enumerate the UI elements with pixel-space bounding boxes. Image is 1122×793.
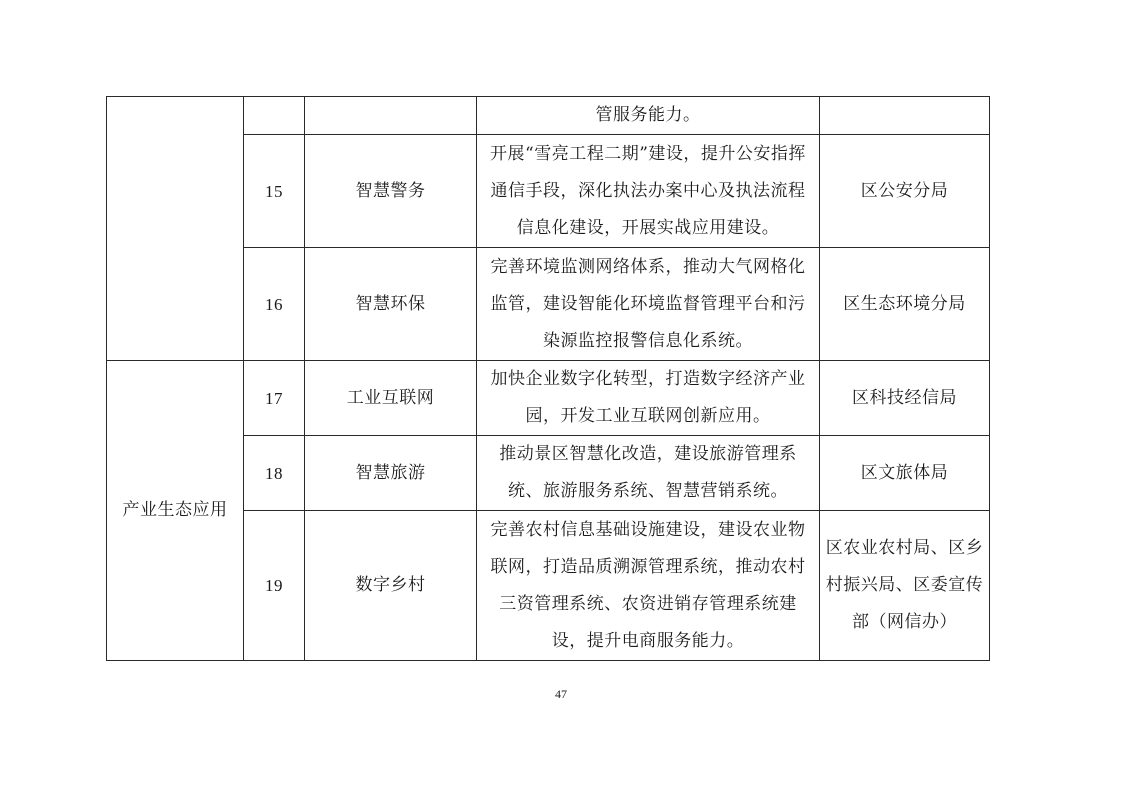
name-cell (305, 97, 477, 135)
table-row (107, 97, 990, 135)
number-cell: 16 (244, 248, 305, 361)
project-table (106, 96, 990, 661)
department-cell: 区生态环境分局 (820, 248, 990, 361)
content-cell: 开展“雪亮工程二期”建设，提升公安指挥通信手段，深化执法办案中心及执法流程信息化建设，开展实战应用建设。 (477, 135, 820, 248)
name-cell: 工业互联网 (305, 361, 477, 436)
name-cell: 智慧旅游 (305, 436, 477, 511)
department-cell: 区文旅体局 (820, 436, 990, 511)
name-cell: 数字乡村 (305, 511, 477, 661)
number-cell: 19 (244, 511, 305, 661)
content-cell: 完善环境监测网络体系，推动大气网格化监管，建设智能化环境监督管理平台和污染源监控报警信息化系统。 (477, 248, 820, 361)
category-cell: 产业生态应用 (107, 361, 244, 661)
name-cell: 智慧警务 (305, 135, 477, 248)
number-cell: 15 (244, 135, 305, 248)
number-cell (244, 97, 305, 135)
content-cell: 管服务能力。 (477, 97, 820, 135)
page-number: 47 (555, 687, 567, 701)
number-cell: 18 (244, 436, 305, 511)
department-cell: 区公安分局 (820, 135, 990, 248)
content-cell: 推动景区智慧化改造，建设旅游管理系统、旅游服务系统、智慧营销系统。 (477, 436, 820, 511)
department-cell (820, 97, 990, 135)
content-cell: 完善农村信息基础设施建设，建设农业物联网，打造品质溯源管理系统，推动农村三资管理系统、农资进销存管理系统建设，提升电商服务能力。 (477, 511, 820, 661)
department-cell: 区农业农村局、区乡村振兴局、区委宣传部（网信办） (820, 511, 990, 661)
number-cell: 17 (244, 361, 305, 436)
department-cell: 区科技经信局 (820, 361, 990, 436)
table-row (107, 361, 990, 436)
content-cell: 加快企业数字化转型，打造数字经济产业园，开发工业互联网创新应用。 (477, 361, 820, 436)
category-cell (107, 97, 244, 361)
name-cell: 智慧环保 (305, 248, 477, 361)
